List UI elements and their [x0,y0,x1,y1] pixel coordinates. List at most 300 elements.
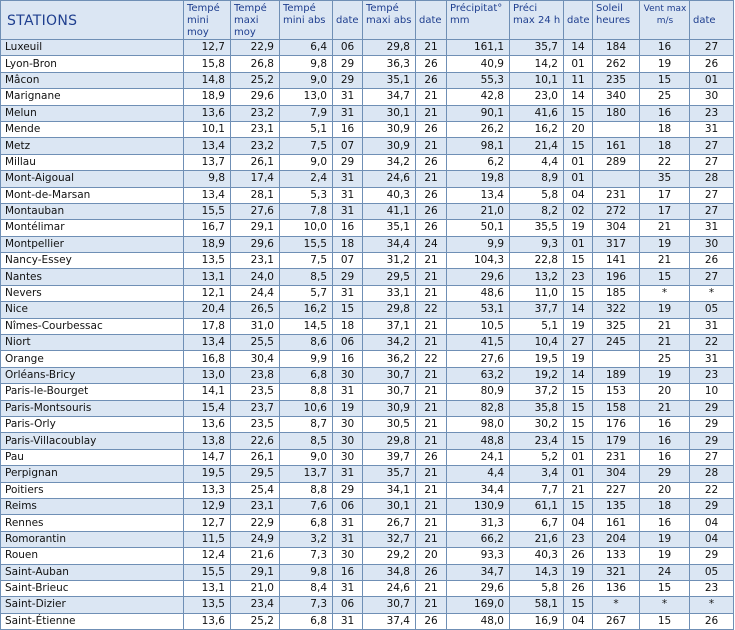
cell-date-wind-max: 26 [690,56,734,72]
cell-precip-max-24h: 4,4 [510,154,564,170]
cell-precipitation: 6,2 [447,154,510,170]
cell-wind-max: 20 [640,384,690,400]
cell-wind-max: 22 [640,154,690,170]
cell-station-name: Romorantin [1,531,184,547]
cell-date-max-abs: 21 [416,89,447,105]
cell-temp-min-abs: 9,0 [280,154,333,170]
cell-temp-max-abs: 33,1 [363,285,416,301]
cell-date-wind-max: 28 [690,171,734,187]
cell-wind-max: 15 [640,72,690,88]
cell-date-min-abs: 18 [333,318,363,334]
cell-date-max-abs: 21 [416,597,447,613]
cell-temp-min-avg: 13,4 [184,187,231,203]
cell-date-max-abs: 20 [416,548,447,564]
cell-temp-max-avg: 29,6 [231,236,280,252]
cell-date-min-abs: 16 [333,564,363,580]
cell-date-min-abs: 31 [333,105,363,121]
cell-precipitation: 34,4 [447,482,510,498]
cell-temp-min-avg: 10,1 [184,121,231,137]
table-row [1,203,734,219]
cell-station-name: Paris-Orly [1,416,184,432]
table-row [1,466,734,482]
cell-station-name: Nevers [1,285,184,301]
cell-wind-max: 19 [640,302,690,318]
cell-precipitation: 104,3 [447,253,510,269]
cell-date-precip-max: 26 [564,580,593,596]
cell-temp-max-avg: 29,1 [231,564,280,580]
cell-sunshine-hours: 184 [593,40,640,56]
cell-sunshine-hours: 262 [593,56,640,72]
cell-temp-min-avg: 14,1 [184,384,231,400]
cell-temp-max-abs: 34,8 [363,564,416,580]
cell-temp-max-avg: 29,1 [231,220,280,236]
cell-wind-max: 21 [640,220,690,236]
cell-sunshine-hours: 304 [593,220,640,236]
cell-station-name: Mâcon [1,72,184,88]
cell-temp-max-avg: 29,5 [231,466,280,482]
cell-temp-max-abs: 32,7 [363,531,416,547]
cell-temp-max-abs: 24,6 [363,171,416,187]
cell-temp-min-abs: 7,6 [280,498,333,514]
cell-temp-max-abs: 30,5 [363,416,416,432]
cell-sunshine-hours: 340 [593,89,640,105]
cell-temp-max-abs: 36,2 [363,351,416,367]
table-row [1,253,734,269]
cell-sunshine-hours: 185 [593,285,640,301]
cell-temp-max-abs: 29,2 [363,548,416,564]
cell-temp-max-abs: 35,7 [363,466,416,482]
cell-temp-max-abs: 34,4 [363,236,416,252]
cell-precip-max-24h: 40,3 [510,548,564,564]
cell-date-max-abs: 21 [416,253,447,269]
cell-sunshine-hours: 231 [593,449,640,465]
cell-temp-min-avg: 13,8 [184,433,231,449]
cell-wind-max: 21 [640,335,690,351]
cell-precipitation: 48,6 [447,285,510,301]
cell-wind-max: 16 [640,515,690,531]
cell-temp-min-abs: 3,2 [280,531,333,547]
table-row [1,335,734,351]
cell-temp-min-abs: 8,7 [280,416,333,432]
cell-temp-max-avg: 24,4 [231,285,280,301]
cell-precipitation: 19,8 [447,171,510,187]
cell-sunshine-hours: 135 [593,498,640,514]
cell-precipitation: 48,8 [447,433,510,449]
cell-precip-max-24h: 21,6 [510,531,564,547]
cell-date-max-abs: 26 [416,121,447,137]
cell-temp-min-abs: 8,5 [280,433,333,449]
cell-temp-min-abs: 7,3 [280,548,333,564]
cell-temp-max-avg: 23,2 [231,105,280,121]
cell-temp-max-abs: 34,7 [363,89,416,105]
cell-sunshine-hours: 321 [593,564,640,580]
cell-date-precip-max: 14 [564,40,593,56]
cell-date-min-abs: 31 [333,613,363,629]
table-row [1,285,734,301]
table-row [1,564,734,580]
cell-temp-max-abs: 30,1 [363,105,416,121]
cell-sunshine-hours: 133 [593,548,640,564]
cell-temp-min-avg: 19,5 [184,466,231,482]
cell-date-wind-max: 29 [690,416,734,432]
table-row [1,400,734,416]
cell-date-min-abs: 30 [333,433,363,449]
table-body [1,40,734,630]
cell-temp-min-abs: 6,4 [280,40,333,56]
cell-date-wind-max: 27 [690,203,734,219]
cell-wind-max: 21 [640,318,690,334]
cell-sunshine-hours: 304 [593,466,640,482]
cell-date-precip-max: 19 [564,318,593,334]
cell-date-wind-max: 29 [690,498,734,514]
cell-temp-min-abs: 7,8 [280,203,333,219]
cell-precip-max-24h: 5,8 [510,580,564,596]
cell-temp-min-abs: 5,7 [280,285,333,301]
cell-precip-max-24h: 19,2 [510,367,564,383]
cell-date-max-abs: 21 [416,515,447,531]
cell-date-max-abs: 21 [416,335,447,351]
cell-temp-max-avg: 22,9 [231,515,280,531]
cell-date-wind-max: 27 [690,40,734,56]
table-row [1,236,734,252]
cell-precipitation: 90,1 [447,105,510,121]
cell-sunshine-hours: 289 [593,154,640,170]
cell-temp-max-avg: 23,5 [231,416,280,432]
cell-date-precip-max: 15 [564,253,593,269]
cell-wind-max: * [640,597,690,613]
cell-temp-max-avg: 26,1 [231,154,280,170]
cell-station-name: Millau [1,154,184,170]
cell-precipitation: 130,9 [447,498,510,514]
header-sunshine-hours: Soleil heures [593,1,640,40]
cell-precipitation: 66,2 [447,531,510,547]
cell-date-max-abs: 24 [416,236,447,252]
cell-temp-min-avg: 14,7 [184,449,231,465]
cell-temp-min-abs: 8,5 [280,269,333,285]
cell-date-max-abs: 26 [416,203,447,219]
cell-temp-max-abs: 34,2 [363,154,416,170]
cell-temp-max-avg: 29,6 [231,89,280,105]
cell-station-name: Metz [1,138,184,154]
cell-temp-max-abs: 37,1 [363,318,416,334]
cell-temp-min-avg: 12,9 [184,498,231,514]
table-row [1,531,734,547]
table-row [1,351,734,367]
cell-date-min-abs: 16 [333,121,363,137]
table-row [1,548,734,564]
cell-date-wind-max: 26 [690,253,734,269]
cell-sunshine-hours: 272 [593,203,640,219]
table-row [1,121,734,137]
header-stations: STATIONS [1,1,184,40]
cell-station-name: Nancy-Essey [1,253,184,269]
cell-temp-min-abs: 6,8 [280,367,333,383]
cell-temp-max-avg: 24,0 [231,269,280,285]
table-row [1,302,734,318]
cell-temp-min-abs: 9,0 [280,72,333,88]
cell-date-wind-max: 27 [690,269,734,285]
cell-station-name: Saint-Étienne [1,613,184,629]
table-row [1,269,734,285]
cell-date-wind-max: 26 [690,613,734,629]
cell-temp-max-avg: 23,4 [231,597,280,613]
cell-wind-max: 17 [640,203,690,219]
cell-wind-max: 18 [640,138,690,154]
cell-temp-min-abs: 14,5 [280,318,333,334]
cell-date-min-abs: 19 [333,400,363,416]
cell-date-min-abs: 31 [333,203,363,219]
cell-precipitation: 98,0 [447,416,510,432]
cell-date-wind-max: 23 [690,105,734,121]
cell-sunshine-hours: 267 [593,613,640,629]
cell-wind-max: 20 [640,482,690,498]
cell-temp-max-abs: 29,8 [363,433,416,449]
cell-date-precip-max: 15 [564,498,593,514]
cell-date-precip-max: 01 [564,449,593,465]
cell-date-min-abs: 31 [333,580,363,596]
cell-date-precip-max: 20 [564,121,593,137]
cell-sunshine-hours: 161 [593,138,640,154]
cell-precip-max-24h: 35,8 [510,400,564,416]
cell-date-min-abs: 31 [333,285,363,301]
cell-temp-max-avg: 22,9 [231,40,280,56]
cell-wind-max: 15 [640,613,690,629]
cell-temp-min-abs: 8,4 [280,580,333,596]
cell-precipitation: 48,0 [447,613,510,629]
cell-sunshine-hours: 235 [593,72,640,88]
cell-precip-max-24h: 22,8 [510,253,564,269]
cell-date-precip-max: 01 [564,154,593,170]
cell-temp-max-abs: 30,7 [363,367,416,383]
table-row [1,498,734,514]
cell-date-precip-max: 15 [564,433,593,449]
cell-precip-max-24h: 37,2 [510,384,564,400]
cell-precipitation: 24,1 [447,449,510,465]
cell-station-name: Montélimar [1,220,184,236]
cell-date-precip-max: 23 [564,269,593,285]
cell-date-precip-max: 11 [564,72,593,88]
cell-date-max-abs: 21 [416,416,447,432]
cell-date-precip-max: 04 [564,515,593,531]
cell-station-name: Paris-Montsouris [1,400,184,416]
cell-date-max-abs: 21 [416,285,447,301]
cell-temp-min-avg: 9,8 [184,171,231,187]
cell-date-wind-max: 10 [690,384,734,400]
cell-temp-min-abs: 5,3 [280,187,333,203]
cell-date-max-abs: 22 [416,351,447,367]
cell-date-precip-max: 15 [564,597,593,613]
cell-temp-min-avg: 18,9 [184,236,231,252]
cell-temp-min-avg: 12,1 [184,285,231,301]
cell-station-name: Saint-Auban [1,564,184,580]
cell-temp-max-abs: 34,1 [363,482,416,498]
cell-temp-max-avg: 27,6 [231,203,280,219]
cell-temp-max-avg: 25,4 [231,482,280,498]
table-row [1,40,734,56]
cell-date-wind-max: 28 [690,466,734,482]
cell-wind-max: 29 [640,466,690,482]
cell-precip-max-24h: 11,0 [510,285,564,301]
cell-wind-max: 25 [640,89,690,105]
cell-date-precip-max: 15 [564,105,593,121]
cell-precip-max-24h: 35,5 [510,220,564,236]
cell-precip-max-24h: 9,3 [510,236,564,252]
cell-date-precip-max: 04 [564,613,593,629]
cell-precipitation: 31,3 [447,515,510,531]
cell-date-min-abs: 31 [333,515,363,531]
cell-precipitation: 41,5 [447,335,510,351]
cell-date-precip-max: 01 [564,56,593,72]
cell-date-max-abs: 26 [416,449,447,465]
cell-date-precip-max: 27 [564,335,593,351]
cell-temp-min-avg: 15,4 [184,400,231,416]
cell-wind-max: 15 [640,580,690,596]
cell-temp-max-avg: 23,1 [231,253,280,269]
cell-temp-min-abs: 13,0 [280,89,333,105]
cell-date-min-abs: 29 [333,56,363,72]
cell-temp-max-avg: 21,0 [231,580,280,596]
cell-wind-max: 21 [640,253,690,269]
cell-date-min-abs: 30 [333,416,363,432]
cell-temp-min-avg: 15,5 [184,203,231,219]
cell-temp-max-abs: 39,7 [363,449,416,465]
cell-precipitation: 10,5 [447,318,510,334]
cell-temp-max-abs: 31,2 [363,253,416,269]
cell-date-min-abs: 31 [333,187,363,203]
cell-date-precip-max: 04 [564,187,593,203]
cell-date-max-abs: 21 [416,318,447,334]
cell-temp-max-abs: 35,1 [363,72,416,88]
table-row [1,580,734,596]
cell-date-min-abs: 30 [333,367,363,383]
cell-temp-min-abs: 15,5 [280,236,333,252]
cell-precip-max-24h: 5,8 [510,187,564,203]
cell-temp-min-abs: 2,4 [280,171,333,187]
cell-temp-min-abs: 9,0 [280,449,333,465]
cell-precip-max-24h: 3,4 [510,466,564,482]
cell-precipitation: 63,2 [447,367,510,383]
cell-precipitation: 29,6 [447,580,510,596]
cell-temp-min-avg: 13,6 [184,416,231,432]
table-row [1,416,734,432]
cell-date-precip-max: 01 [564,466,593,482]
table-row [1,384,734,400]
cell-wind-max: 19 [640,548,690,564]
table-row [1,187,734,203]
header-temp-max-avg: Tempé maxi moy [231,1,280,40]
cell-station-name: Niort [1,335,184,351]
cell-precipitation: 82,8 [447,400,510,416]
cell-date-min-abs: 29 [333,269,363,285]
cell-date-max-abs: 21 [416,269,447,285]
cell-station-name: Melun [1,105,184,121]
cell-date-wind-max: 27 [690,138,734,154]
cell-temp-max-abs: 35,1 [363,220,416,236]
header-precipitation: Précipitat° mm [447,1,510,40]
cell-temp-min-avg: 13,7 [184,154,231,170]
cell-temp-min-avg: 16,8 [184,351,231,367]
cell-date-wind-max: 31 [690,318,734,334]
cell-temp-min-avg: 13,1 [184,269,231,285]
cell-date-precip-max: 21 [564,482,593,498]
cell-precipitation: 93,3 [447,548,510,564]
table-row [1,597,734,613]
cell-date-min-abs: 31 [333,531,363,547]
table-row [1,482,734,498]
cell-temp-min-avg: 12,4 [184,548,231,564]
cell-temp-max-abs: 26,7 [363,515,416,531]
cell-date-max-abs: 21 [416,367,447,383]
cell-station-name: Nîmes-Courbessac [1,318,184,334]
cell-sunshine-hours: 161 [593,515,640,531]
cell-date-min-abs: 31 [333,171,363,187]
cell-date-max-abs: 21 [416,433,447,449]
cell-temp-min-abs: 10,0 [280,220,333,236]
cell-wind-max: 16 [640,449,690,465]
cell-temp-min-avg: 16,7 [184,220,231,236]
cell-temp-min-avg: 13,5 [184,253,231,269]
cell-station-name: Rennes [1,515,184,531]
cell-station-name: Pau [1,449,184,465]
cell-temp-max-avg: 24,9 [231,531,280,547]
cell-temp-max-abs: 41,1 [363,203,416,219]
cell-temp-max-abs: 29,8 [363,302,416,318]
cell-temp-max-abs: 40,3 [363,187,416,203]
cell-station-name: Nantes [1,269,184,285]
cell-date-min-abs: 30 [333,548,363,564]
cell-station-name: Perpignan [1,466,184,482]
cell-temp-max-abs: 29,8 [363,40,416,56]
table-row [1,56,734,72]
cell-date-wind-max: 29 [690,548,734,564]
cell-date-wind-max: 31 [690,351,734,367]
cell-date-precip-max: 15 [564,138,593,154]
cell-date-min-abs: 07 [333,253,363,269]
cell-wind-max: 17 [640,187,690,203]
cell-precipitation: 9,9 [447,236,510,252]
cell-date-max-abs: 22 [416,302,447,318]
cell-date-precip-max: 23 [564,531,593,547]
cell-temp-max-avg: 22,6 [231,433,280,449]
cell-precip-max-24h: 23,0 [510,89,564,105]
cell-date-max-abs: 26 [416,56,447,72]
cell-date-precip-max: 15 [564,384,593,400]
cell-wind-max: 24 [640,564,690,580]
cell-temp-min-abs: 8,8 [280,482,333,498]
cell-date-wind-max: * [690,285,734,301]
cell-station-name: Rouen [1,548,184,564]
cell-station-name: Saint-Brieuc [1,580,184,596]
cell-precip-max-24h: 30,2 [510,416,564,432]
cell-precipitation: 98,1 [447,138,510,154]
cell-precip-max-24h: 61,1 [510,498,564,514]
cell-date-wind-max: 05 [690,564,734,580]
cell-precip-max-24h: 6,7 [510,515,564,531]
cell-date-min-abs: 16 [333,351,363,367]
cell-station-name: Saint-Dizier [1,597,184,613]
cell-date-min-abs: 31 [333,466,363,482]
cell-date-precip-max: 19 [564,220,593,236]
cell-precip-max-24h: 16,2 [510,121,564,137]
cell-temp-max-abs: 30,9 [363,121,416,137]
cell-date-wind-max: 01 [690,72,734,88]
cell-sunshine-hours: 176 [593,416,640,432]
cell-temp-min-abs: 6,8 [280,613,333,629]
cell-station-name: Luxeuil [1,40,184,56]
table-row [1,613,734,629]
cell-temp-max-abs: 29,5 [363,269,416,285]
cell-precipitation: 13,4 [447,187,510,203]
